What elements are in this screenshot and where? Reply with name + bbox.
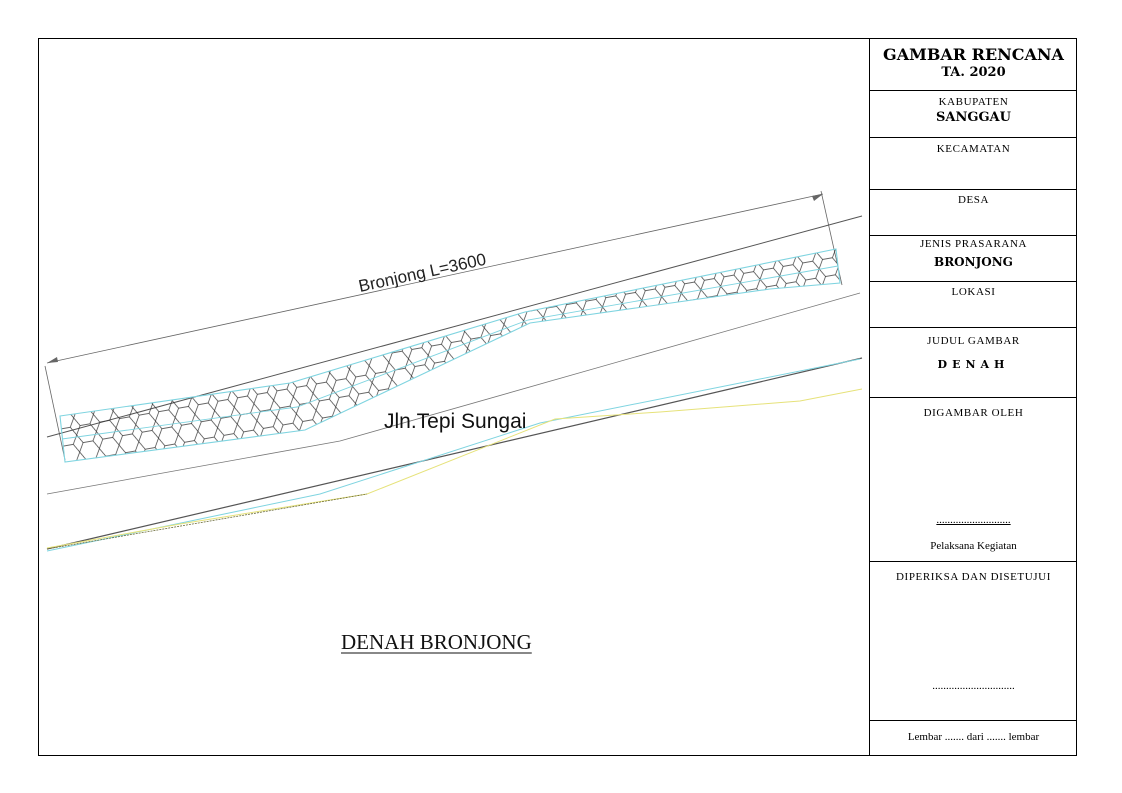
title-block-header: GAMBAR RENCANA: [883, 45, 1064, 64]
kabupaten-value: SANGGAU: [936, 110, 1011, 125]
diperiksa-signature-line: ..............................: [932, 680, 1015, 692]
digambar-oleh-cell: [870, 398, 1077, 562]
diperiksa-label: DIPERIKSA DAN DISETUJUI: [896, 571, 1051, 583]
plan-title: DENAH BRONJONG: [341, 630, 532, 654]
kecamatan-label: KECAMATAN: [936, 143, 1011, 155]
judul-gambar-value: DENAH: [937, 358, 1010, 371]
road-label: Jln.Tepi Sungai: [384, 410, 527, 433]
jenis-prasarana-label: JENIS PRASARANA: [919, 238, 1028, 250]
judul-gambar-label: JUDUL GAMBAR: [927, 335, 1020, 347]
sheet-number-text: Lembar ....... dari ....... lembar: [907, 731, 1040, 743]
digambar-role: Pelaksana Kegiatan: [930, 540, 1017, 552]
title-block: [869, 38, 1077, 756]
title-block-year: TA. 2020: [941, 65, 1006, 80]
desa-cell: [870, 190, 1077, 236]
desa-label: DESA: [957, 194, 990, 206]
digambar-signature-line: ...........................: [936, 514, 1011, 526]
jenis-prasarana-value: BRONJONG: [934, 255, 1013, 269]
header-cell: [870, 38, 1077, 91]
judul-gambar-cell: [870, 328, 1077, 398]
sheet-number-cell: [870, 721, 1077, 756]
dimension-label: Bronjong L=3600: [356, 249, 488, 296]
kecamatan-cell: [870, 138, 1077, 190]
jenis-prasarana-cell: [870, 236, 1077, 282]
kabupaten-label: KABUPATEN: [938, 96, 1009, 108]
river-edge-lines: [47, 359, 862, 551]
lokasi-label: LOKASI: [951, 286, 996, 298]
digambar-oleh-label: DIGAMBAR OLEH: [923, 407, 1024, 419]
kabupaten-cell: [870, 91, 1077, 138]
diperiksa-cell: [870, 562, 1077, 721]
lokasi-cell: [870, 282, 1077, 328]
